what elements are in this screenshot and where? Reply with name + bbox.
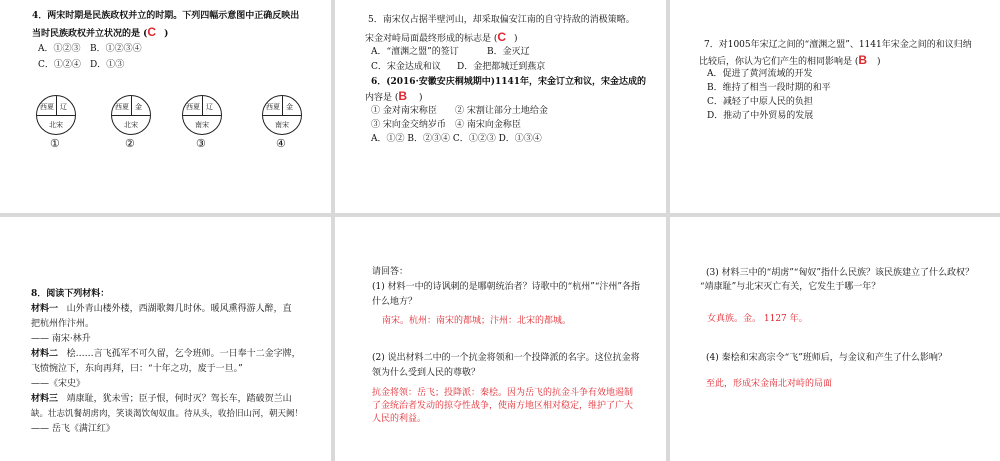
- material-3-source: —— 岳飞《满江红》: [31, 424, 115, 434]
- q6-stem-line1: 6．(2016·安徽安庆桐城期中)1141年，宋金订立和议，宋金达成的: [371, 77, 647, 87]
- q5-option-b: B．金灭辽: [487, 47, 530, 57]
- q5-answer: C: [497, 30, 507, 44]
- q4-stem-line1: 4．两宋时期是民族政权并立的时期。下列四幅示意图中正确反映出: [32, 11, 300, 21]
- q6-answer: B: [398, 89, 408, 103]
- slide-question-7: [670, 0, 1000, 213]
- q5-option-d: D．金把都城迁到燕京: [457, 62, 546, 72]
- slide-questions-5-6: [335, 0, 666, 213]
- slide-question-8-materials: [0, 217, 331, 461]
- q5-option-c: C．宋金达成和议: [371, 62, 441, 72]
- q7-option-d: D．推动了中外贸易的发展: [707, 111, 814, 121]
- q6-stem-line2: 内容是 (B ): [365, 89, 423, 103]
- slide-sub-questions-1-2: [335, 217, 666, 461]
- q7-option-a: A．促进了黄河流域的开发: [707, 69, 813, 79]
- q6-options: A．①② B．②③④ C．①②③ D．①③④: [371, 134, 542, 144]
- sub-question-2-line1: (2) 说出材料二中的一个抗金将领和一个投降派的名字。这位抗金将: [372, 353, 640, 363]
- q7-answer: B: [858, 53, 868, 67]
- q5-stem-line2: 宋金对峙局面最终形成的标志是 (C ): [365, 30, 518, 44]
- answer-3: 女真族。金。 1127 年。: [707, 314, 808, 324]
- q6-item-4: ④ 南宋向金称臣: [455, 120, 521, 130]
- diagram-1-label: ①: [50, 137, 60, 150]
- q5-option-a: A．“澶渊之盟”的签订: [371, 47, 459, 57]
- q8-title: 8．阅读下列材料：: [31, 289, 110, 299]
- diagram-1: 西夏 辽 北宋: [36, 95, 76, 135]
- q5-stem-line1: 5．南宋仅占据半壁河山，却采取偏安江南的自守持敌的消极策略。: [368, 15, 635, 25]
- sub-question-4: (4) 秦桧和宋高宗令“飞”班师后，与金议和产生了什么影响？: [706, 353, 947, 363]
- q4-option-c: C．①②④: [38, 60, 81, 70]
- q4-option-b: B．①②③④: [90, 44, 142, 54]
- answer-4: 至此，形成宋金南北对峙的局面: [706, 379, 833, 389]
- answer-prompt: 请回答：: [372, 267, 409, 277]
- q7-stem-line2: 比较后，你认为它们产生的相同影响是 (B ): [699, 53, 881, 67]
- diagram-4-label: ④: [276, 137, 286, 150]
- q7-option-c: C．减轻了中原人民的负担: [707, 97, 813, 107]
- material-3-cont: 缺。壮志饥餐胡虏肉，笑谈渴饮匈奴血。待从头，收拾旧山河，朝天阙！: [31, 409, 304, 419]
- material-2-source: ——《宋史》: [31, 379, 86, 389]
- q7-stem-line1: 7．对1005年宋辽之间的“澶渊之盟”、1141年宋金之间的和议归纳: [704, 40, 972, 50]
- q6-item-3: ③ 宋向金交纳岁币: [371, 120, 446, 130]
- q4-option-a: A．①②③: [38, 44, 81, 54]
- q6-item-2: ② 宋割让部分土地给金: [455, 106, 548, 116]
- diagram-2-label: ②: [125, 137, 135, 150]
- q7-option-b: B．维持了相当一段时期的和平: [707, 83, 831, 93]
- q4-stem-line2: 当时民族政权并立状况的是 (C ): [32, 25, 169, 39]
- answer-1: 南宋。杭州：南宋的都城；汴州：北宋的都城。: [382, 316, 572, 326]
- diagram-4: 西夏 金 南宋: [262, 95, 302, 135]
- answer-2-line2: 了金统治者发动的掠夺性战争，使南方地区相对稳定，维护了广大: [372, 401, 634, 411]
- material-1-source: —— 南宋·林升: [31, 334, 91, 344]
- diagram-3-label: ③: [196, 137, 206, 150]
- material-2-cont: 飞愤惋泣下，东向再拜，曰：“十年之功，废于一旦。”: [31, 364, 243, 374]
- answer-2-line1: 抗金将领：岳飞；投降派：秦桧。因为岳飞的抗金斗争有效地遏制: [372, 388, 634, 398]
- q4-answer: C: [147, 25, 157, 39]
- material-1-cont: 把杭州作汴州。: [31, 319, 95, 329]
- sub-question-1-line2: 什么地方？: [372, 297, 418, 307]
- slide-sub-questions-3-4: [670, 217, 1000, 461]
- answer-2-line3: 人民的利益。: [372, 414, 427, 424]
- sub-question-3-line2: “靖康耻”与北宋灭亡有关，它发生于哪一年？: [700, 282, 881, 292]
- material-3: 材料三 靖康耻，犹未雪；臣子恨，何时灭？驾长车，踏破贺兰山: [31, 394, 292, 404]
- sub-question-1-line1: (1) 材料一中的诗讽刺的是哪朝统治者？诗歌中的“杭州”“汴州”各指: [372, 282, 641, 292]
- slide-question-4: [0, 0, 331, 213]
- q4-option-d: D．①③: [90, 60, 125, 70]
- sub-question-2-line2: 领为什么受到人民的尊敬？: [372, 368, 481, 378]
- material-1: 材料一 山外青山楼外楼，西湖歌舞几时休。暖风熏得游人醉，直: [31, 304, 292, 314]
- diagram-3: 西夏 辽 南宋: [182, 95, 222, 135]
- q6-item-1: ① 金对南宋称臣: [371, 106, 437, 116]
- sub-question-3-line1: (3) 材料三中的“胡虏”“匈奴”指什么民族？该民族建立了什么政权？: [706, 268, 975, 278]
- material-2: 材料二 桧……言飞孤军不可久留，乞令班师。一日奉十二金字牌，: [31, 349, 301, 359]
- diagram-2: 西夏 金 北宋: [111, 95, 151, 135]
